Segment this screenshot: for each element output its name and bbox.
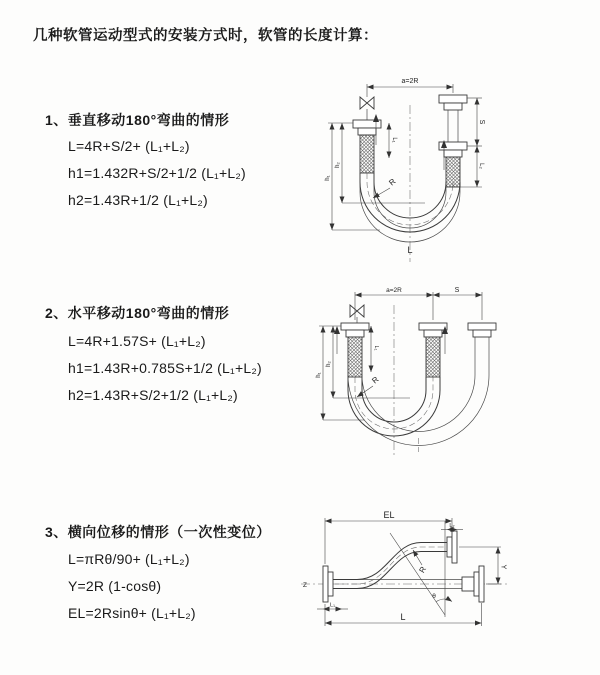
d2-radius-text: R (370, 374, 381, 386)
d2-dim-h (316, 326, 410, 420)
d1-dim-s-label: S (478, 119, 485, 125)
section-3-heading: 3、横向位移的情形（一次性变位） (45, 524, 271, 540)
d3-dim-el-label: EL (383, 510, 395, 520)
d1-right-fitting (439, 95, 467, 187)
section-1-formula-h2: h2=1.43R+1/2 (L₁+L₂) (68, 192, 208, 208)
d2-dim-h2-label: h₂ (326, 361, 332, 367)
d3-dim-l2 (441, 523, 463, 530)
d3-theta-label: θ (432, 593, 436, 600)
section-3-formula-el: EL=2Rsinθ+ (L₁+L₂) (68, 605, 196, 621)
d2-dim-h1-label: h₁ (316, 372, 322, 378)
d1-dim-a-label: a=2R (401, 78, 419, 85)
d3-dim-l1 (317, 603, 348, 610)
section-1-heading: 1、垂直移动180°弯曲的情形 (45, 112, 230, 128)
d3-dim-l2-label: L₂ (449, 523, 455, 529)
section-2-formula-h2: h2=1.43R+S/2+1/2 (L₁+L₂) (68, 387, 238, 403)
section-3-formula-l: L=πRθ/90+ (L₁+L₂) (68, 551, 190, 567)
d2-dim-l1 (371, 326, 379, 372)
d2-middle-fitting (419, 323, 447, 377)
d3-dim-l-label: L (400, 612, 406, 622)
d2-hose (348, 337, 489, 452)
d2-radius-label (357, 375, 381, 397)
d3-curved-hose (333, 531, 457, 589)
valve-icon (350, 305, 364, 317)
page-title: 几种软管运动型式的安装方式时，软管的长度计算： (33, 28, 378, 44)
d2-dim-s-label: S (454, 287, 460, 294)
section-1-formula-l: L=4R+S/2+ (L₁+L₂) (68, 138, 190, 154)
d3-dim-z-label: Z (303, 582, 307, 589)
d2-dim-a (355, 287, 482, 320)
d3-dim-l1-label: L₁ (330, 602, 335, 609)
d2-dim-l1-label: L₁ (373, 345, 379, 351)
d3-left-flange (323, 566, 333, 602)
d1-dim-l1-label: L₁ (391, 137, 397, 143)
d3-dim-l (325, 603, 482, 626)
d1-dim-l2-label: L₂ (478, 163, 484, 169)
diagram-horizontal-180-bend (305, 280, 590, 465)
d2-dim-a-label: a=2R (386, 287, 402, 294)
section-3-formula-y: Y=2R (1-cosθ) (68, 578, 162, 594)
d3-dim-y-label: Y (499, 564, 507, 570)
d1-dim-l-label: L (407, 245, 413, 255)
d1-radius-text: R (387, 176, 398, 188)
d3-dim-el (325, 510, 455, 564)
section-2-heading: 2、水平移动180°弯曲的情形 (45, 305, 230, 321)
diagram-vertical-180-bend (310, 70, 590, 265)
d2-right-fitting (468, 323, 496, 337)
section-2-formula-h1: h1=1.43R+0.785S+1/2 (L₁+L₂) (68, 360, 262, 376)
d1-left-fitting (353, 97, 381, 173)
section-1-formula-h1: h1=1.432R+S/2+1/2 (L₁+L₂) (68, 165, 246, 181)
d1-dim-h2-label: h₂ (335, 162, 341, 168)
valve-icon (360, 97, 374, 109)
diagram-lateral-displacement (295, 505, 595, 650)
d1-dim-h1-label: h₁ (325, 175, 331, 181)
d3-radius-text: R (417, 564, 429, 575)
section-2-formula-l: L=4R+1.57S+ (L₁+L₂) (68, 333, 206, 349)
d1-dim-l1 (389, 123, 397, 158)
d1-dim-a (367, 78, 453, 97)
